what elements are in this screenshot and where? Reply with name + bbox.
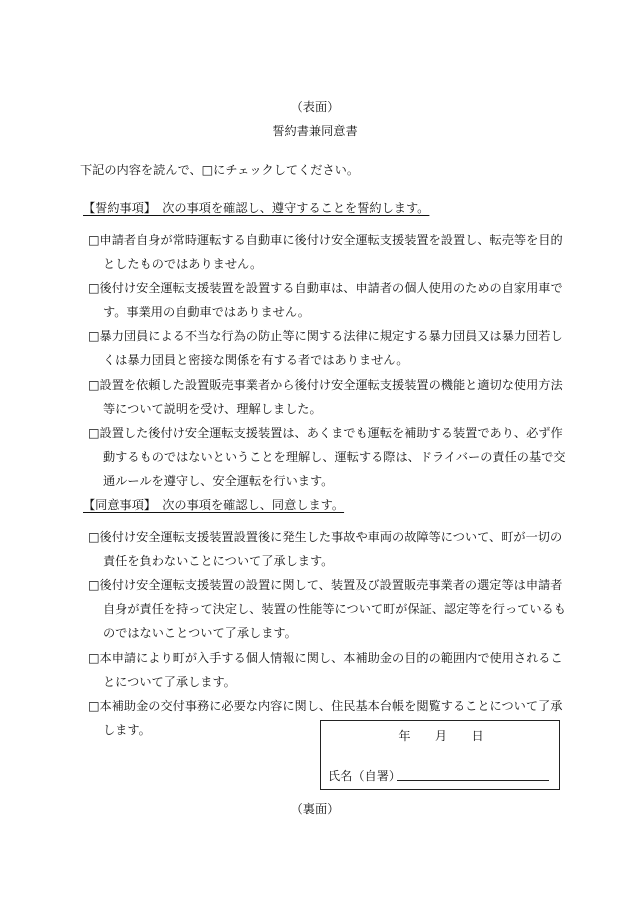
signature-box <box>320 720 560 790</box>
consent-item-3[interactable] <box>88 646 563 694</box>
signature-name-label: 氏名（自署） <box>328 769 402 783</box>
consent-item-4-line-2: します。 <box>103 723 151 737</box>
pledge-item-2-line-2: す。事業用の自動車ではありません。 <box>103 305 310 319</box>
pledge-item-1[interactable] <box>88 228 563 276</box>
front-side-label: （表面） <box>290 100 340 114</box>
back-side-label: （裏面） <box>290 802 340 816</box>
pledge-item-4-line-1: □設置を依頼した設置販売事業者から後付け安全運転支援装置の機能と適切な使用方法 <box>88 378 563 392</box>
consent-item-3-line-1: □本申請により町が入手する個人情報に関し、本補助金の目的の範囲内で使用されるこ <box>88 651 563 665</box>
pledge-item-5-line-2: 動するものではないということを理解し、運転する際は、ドライバーの責任の基で交 <box>103 450 566 464</box>
pledge-item-3[interactable] <box>88 324 563 372</box>
pledge-item-5[interactable] <box>88 421 566 493</box>
pledge-item-5-line-3: 通ルールを遵守し、安全運転を行います。 <box>103 474 334 488</box>
instruction-text: 下記の内容を読んで、□にチェックしてください。 <box>80 163 360 177</box>
pledge-item-1-line-2: としたものではありません。 <box>103 257 263 271</box>
signature-name-line[interactable] <box>397 780 549 781</box>
signature-date-field[interactable]: 年 月 日 <box>398 729 484 743</box>
consent-item-2[interactable] <box>88 573 566 645</box>
pledge-item-2[interactable] <box>88 276 563 324</box>
document-title: 誓約書兼同意書 <box>272 124 358 138</box>
pledge-item-4-line-2: 等について説明を受け、理解しました。 <box>103 402 322 416</box>
consent-item-2-line-3: のではないことついて了承します。 <box>103 626 297 640</box>
consent-item-1-line-2: 責任を負わないことについて了承します。 <box>103 554 334 568</box>
consent-item-2-line-1: □後付け安全運転支援装置の設置に関して、装置及び設置販売事業者の選定等は申請者 <box>88 578 563 592</box>
consent-item-3-line-2: とについて了承します。 <box>103 675 236 689</box>
pledge-item-3-line-2: くは暴力団員と密接な関係を有する者ではありません。 <box>103 353 409 367</box>
pledge-item-4[interactable] <box>88 373 563 421</box>
pledge-item-2-line-1: □後付け安全運転支援装置を設置する自動車は、申請者の個人使用のための自家用車で <box>88 281 563 295</box>
pledge-heading: 【誓約事項】 次の事項を確認し、遵守することを誓約します。 <box>83 201 430 215</box>
consent-heading: 【同意事項】 次の事項を確認し、同意します。 <box>83 498 345 512</box>
consent-item-2-line-2: 自身が責任を持って決定し、装置の性能等について町が保証、認定等を行っているも <box>103 602 566 616</box>
consent-item-1[interactable] <box>88 525 563 573</box>
pledge-item-3-line-1: □暴力団員による不当な行為の防止等に関する法律に規定する暴力団員又は暴力団若し <box>88 329 563 343</box>
consent-item-1-line-1: □後付け安全運転支援装置設置後に発生した事故や車両の故障等について、町が一切の <box>88 530 563 544</box>
consent-item-4-line-1: □本補助金の交付事務に必要な内容に関し、住民基本台帳を閲覧することについて了承 <box>88 699 563 713</box>
pledge-item-5-line-1: □設置した後付け安全運転支援装置は、あくまでも運転を補助する装置であり、必ず作 <box>88 426 563 440</box>
pledge-item-1-line-1: □申請者自身が常時運転する自動車に後付け安全運転支援装置を設置し、転売等を目的 <box>88 233 563 247</box>
